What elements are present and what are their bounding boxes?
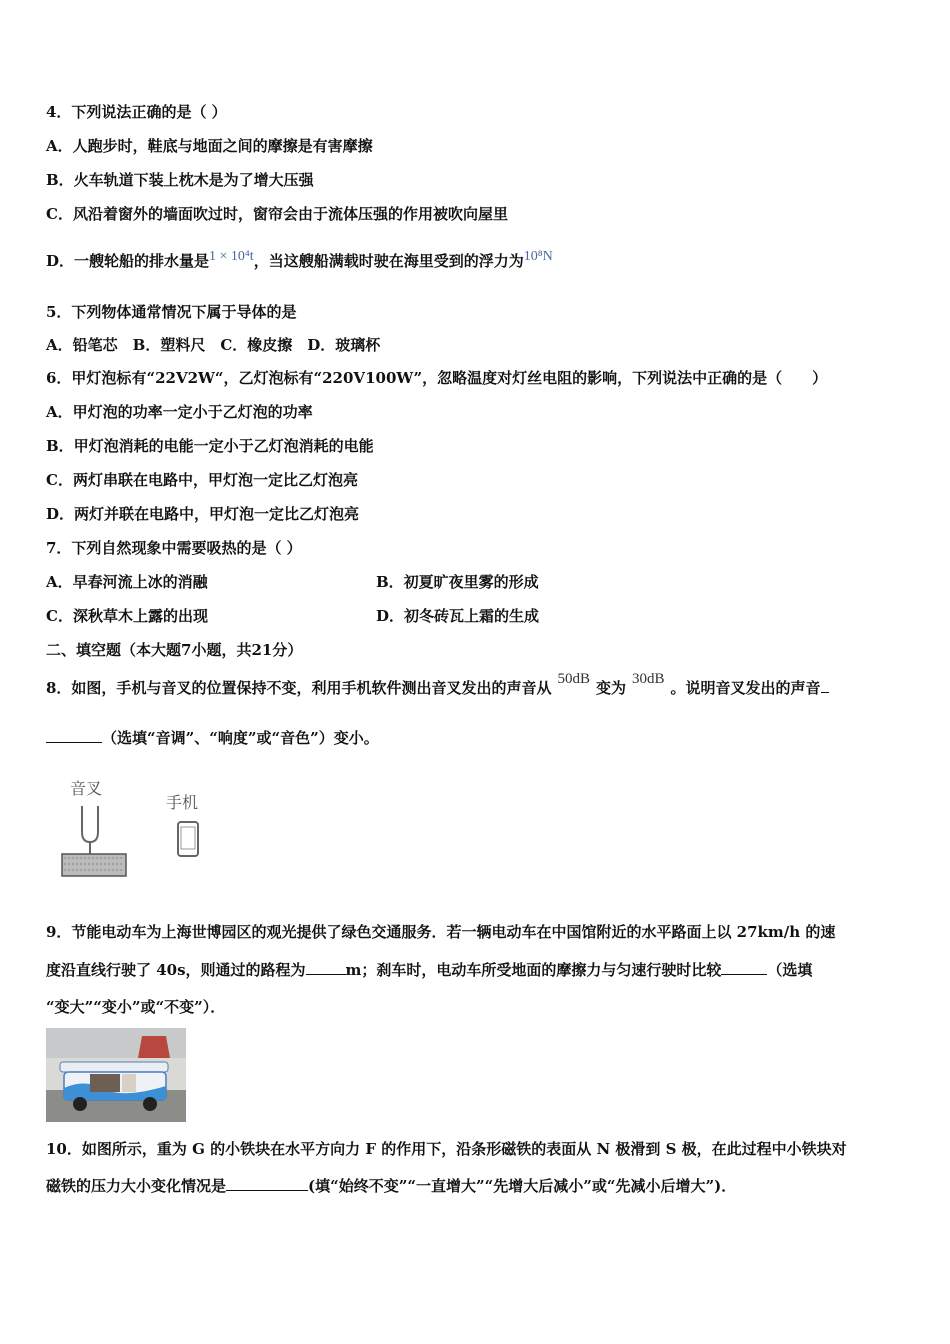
q6-option-c: C．两灯串联在电路中，甲灯泡一定比乙灯泡亮 xyxy=(46,471,358,489)
q4-option-a: A．人跑步时，鞋底与地面之间的摩擦是有害摩擦 xyxy=(46,137,373,155)
q7-row1 xyxy=(46,572,539,592)
q6-option-b: B．甲灯泡消耗的电能一定小于乙灯泡消耗的电能 xyxy=(46,437,374,455)
fig-label-tuning-fork: 音叉 xyxy=(70,779,103,798)
q8-text-part1: 8．如图，手机与音叉的位置保持不变，利用手机软件测出音叉发出的声音从 xyxy=(46,679,552,697)
q7-stem: 7．下列自然现象中需要吸热的是（ ） xyxy=(46,539,302,557)
q6-option-d: D．两灯并联在电路中，甲灯泡一定比乙灯泡亮 xyxy=(46,505,360,523)
q5-stem: 5．下列物体通常情况下属于导体的是 xyxy=(46,303,297,321)
q8-blank-start[interactable] xyxy=(821,678,829,693)
q8-answer-blank[interactable] xyxy=(46,728,102,743)
q8-line1 xyxy=(46,671,829,699)
q6-option-a: A．甲灯泡的功率一定小于乙灯泡的功率 xyxy=(46,403,313,421)
section-heading: 二、填空题（本大题7小题，共21分） xyxy=(46,641,303,659)
q8-line2 xyxy=(46,728,379,748)
q7-option-c: C．深秋草木上露的出现 xyxy=(46,607,208,625)
car-body xyxy=(60,1062,168,1100)
q8-value-50db: 50dB xyxy=(557,671,590,687)
q8-value-30db: 30dB xyxy=(631,671,665,687)
q8-text-part3: 。说明音叉发出的声音 xyxy=(670,679,821,697)
fig-label-phone: 手机 xyxy=(166,793,199,812)
q7-option-d: D．初冬砖瓦上霜的生成 xyxy=(376,607,540,625)
phone-icon xyxy=(178,822,198,856)
displacement-formula: 1 × 10⁴t xyxy=(209,249,254,264)
q10-answer-blank[interactable] xyxy=(226,1176,308,1191)
tuning-fork-phone-figure xyxy=(50,772,220,884)
q10-line1: 10．如图所示，重为 G 的小铁块在水平方向力 F 的作用下，沿条形磁铁的表面从 N 极滑到 S 极，在此过程中小铁块对 xyxy=(46,1140,847,1158)
q9-text-part1: 度沿直线行驶了 40s，则通过的路程为 xyxy=(46,961,306,979)
q10-text-part1: 磁铁的压力大小变化情况是 xyxy=(46,1177,227,1195)
q7-option-a: A．早春河流上冰的消融 xyxy=(46,573,208,591)
q6-stem: 6．甲灯泡标有“22V2W“，乙灯泡标有“220V100W”，忽略温度对灯丝电阻的影响，下列说法中正确的是（ ） xyxy=(46,369,828,387)
q10-text-part2: (填“始终不变”“一直增大”“先增大后减小”或“先减小后增大”)． xyxy=(308,1177,737,1195)
q5-options: A．铅笔芯 B．塑料尺 C．橡皮擦 D．玻璃杯 xyxy=(46,336,381,354)
car-wheel-front xyxy=(73,1097,87,1111)
electric-car-photo xyxy=(46,1028,186,1122)
q10-line2 xyxy=(46,1176,736,1196)
car-wheel-rear xyxy=(143,1097,157,1111)
q4-option-d-prefix: D．一艘轮船的排水量是 xyxy=(46,252,210,270)
q7-option-b: B．初夏旷夜里雾的形成 xyxy=(376,573,539,591)
q4-stem: 4．下列说法正确的是（ ） xyxy=(46,103,227,121)
q4-option-d-mid: ，当这艘船满载时驶在海里受到的浮力为 xyxy=(253,252,524,270)
q9-line2 xyxy=(46,960,812,980)
q9-distance-blank[interactable] xyxy=(306,960,346,975)
q4-option-b: B．火车轨道下装上枕木是为了增大压强 xyxy=(46,171,314,189)
resonator-box xyxy=(62,854,126,876)
q9-text-part3: （选填 xyxy=(767,961,813,979)
q4-option-c: C．风沿着窗外的墙面吹过时，窗帘会由于流体压强的作用被吹向屋里 xyxy=(46,205,508,223)
tuning-fork-icon xyxy=(82,806,98,854)
q7-row2 xyxy=(46,606,540,626)
q8-text-line2: （选填“音调”、“响度”或“音色”）变小。 xyxy=(102,729,379,747)
buoyancy-formula: 10⁸N xyxy=(523,249,553,264)
q4-option-d xyxy=(46,251,553,273)
q9-line1: 9．节能电动车为上海世博园区的观光提供了绿色交通服务．若一辆电动车在中国馆附近的水平路面上以 27km/h 的速 xyxy=(46,923,836,941)
q9-text-part2: m；刹车时，电动车所受地面的摩擦力与匀速行驶时比较 xyxy=(345,961,722,979)
q9-friction-blank[interactable] xyxy=(721,960,767,975)
q9-line3: “变大”“变小”或“不变”）． xyxy=(46,998,226,1016)
q8-text-part2: 变为 xyxy=(595,679,626,697)
